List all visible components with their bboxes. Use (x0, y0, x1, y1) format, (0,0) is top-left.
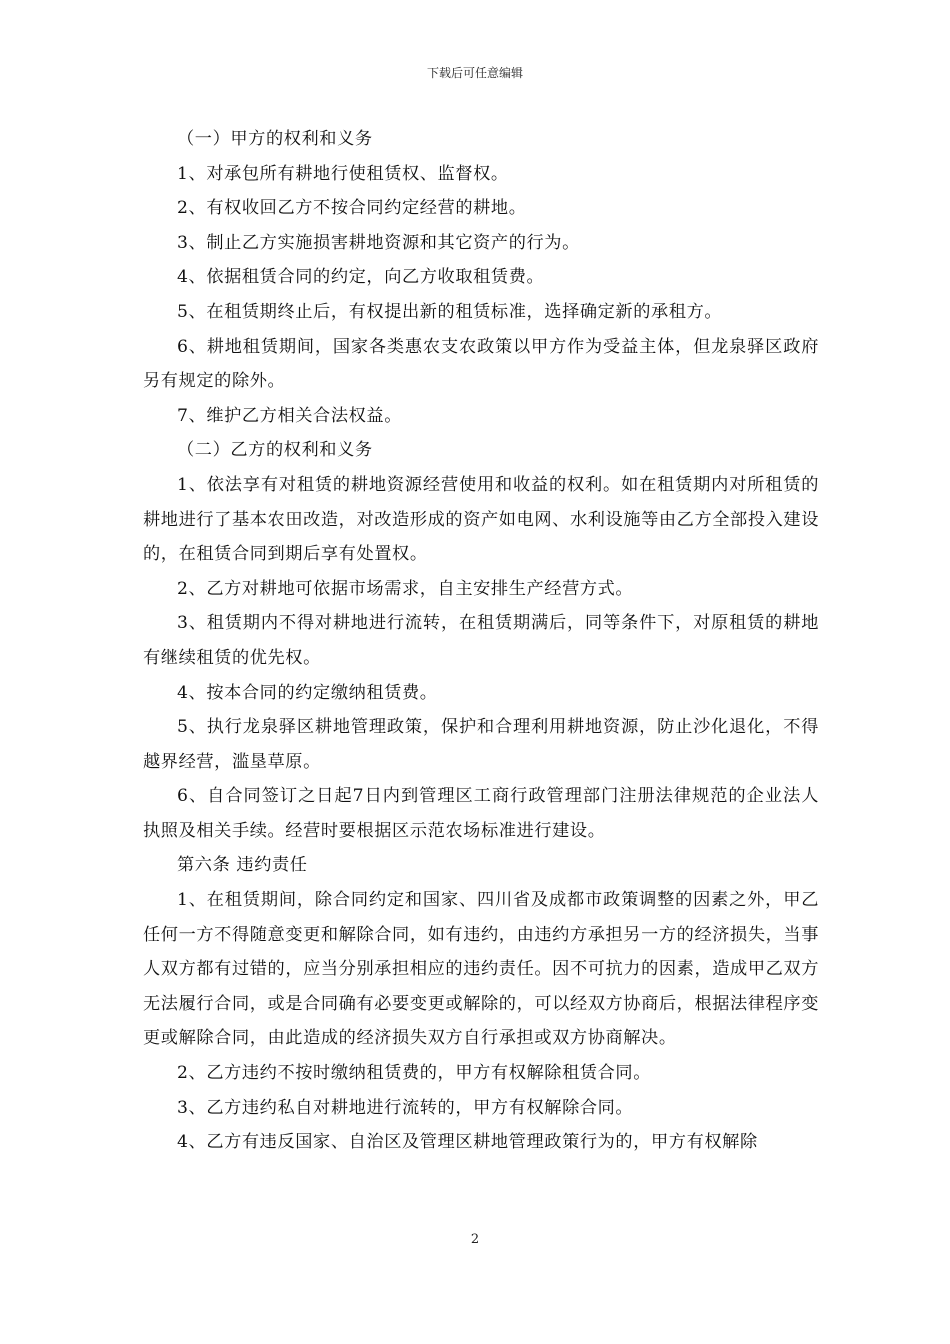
section-heading-party-b: （二）乙方的权利和义务 (177, 440, 373, 461)
paragraph: 4、依据租赁合同的约定，向乙方收取租赁费。 (177, 267, 545, 288)
paragraph: 1、依法享有对租赁的耕地资源经营使用和收益的权利。如在租赁期内对所租赁的耕地进行了基本农田改造，对改造形成的资产如电网、水利设施等由乙方全部投入建设的，在租赁合同到期后享有处置权。 (143, 474, 819, 565)
document-body (143, 122, 819, 1160)
paragraph: 3、制止乙方实施损害耕地资源和其它资产的行为。 (177, 232, 580, 253)
paragraph: 4、乙方有违反国家、自治区及管理区耕地管理政策行为的，甲方有权解除 (177, 1132, 758, 1153)
article-heading: 第六条 违约责任 (177, 855, 308, 876)
paragraph: 5、在租赁期终止后，有权提出新的租赁标准，选择确定新的承租方。 (177, 301, 723, 322)
paragraph: 2、乙方对耕地可依据市场需求，自主安排生产经营方式。 (177, 578, 634, 599)
paragraph: 5、执行龙泉驿区耕地管理政策，保护和合理利用耕地资源，防止沙化退化，不得越界经营，滥垦草原。 (143, 717, 819, 772)
paragraph: 3、乙方违约私自对耕地进行流转的，甲方有权解除合同。 (177, 1097, 634, 1118)
paragraph: 2、乙方违约不按时缴纳租赁费的，甲方有权解除租赁合同。 (177, 1063, 652, 1084)
paragraph: 3、租赁期内不得对耕地进行流转，在租赁期满后，同等条件下，对原租赁的耕地有继续租赁的优先权。 (143, 613, 819, 668)
paragraph: 1、在租赁期间，除合同约定和国家、四川省及成都市政策调整的因素之外，甲乙任何一方不得随意变更和解除合同，如有违约，由违约方承担另一方的经济损失，当事人双方都有过错的，应当分别承担相应的违约责任。因不可抗力的因素，造成甲乙双方无法履行合同，或是合同确有必要变更或解除的，可以经双方协商后，根据法律程序变更或解除合同，由此造成的经济损失双方自行承担或双方协商解决。 (143, 890, 819, 1049)
paragraph: 6、自合同签订之日起7日内到管理区工商行政管理部门注册法律规范的企业法人执照及相关手续。经营时要根据区示范农场标准进行建设。 (143, 786, 819, 841)
paragraph: 1、对承包所有耕地行使租赁权、监督权。 (177, 163, 509, 184)
paragraph: 4、按本合同的约定缴纳租赁费。 (177, 682, 438, 703)
paragraph: 6、耕地租赁期间，国家各类惠农支农政策以甲方作为受益主体，但龙泉驿区政府另有规定的除外。 (143, 336, 819, 392)
page-number: 2 (470, 1232, 480, 1247)
page-header: 下载后可任意编辑 (426, 66, 523, 80)
paragraph: 2、有权收回乙方不按合同约定经营的耕地。 (177, 198, 527, 219)
section-heading-party-a: （一）甲方的权利和义务 (177, 129, 373, 149)
paragraph: 7、维护乙方相关合法权益。 (177, 405, 402, 426)
